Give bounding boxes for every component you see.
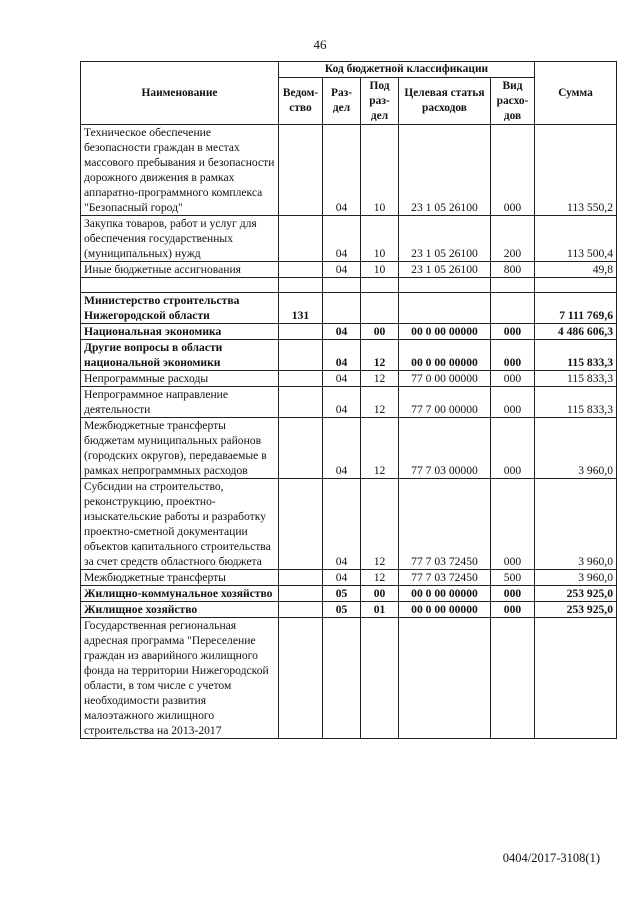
row-pr: 12	[361, 479, 399, 570]
row-ved	[279, 479, 323, 570]
row-rz: 04	[323, 216, 361, 262]
row-rz: 05	[323, 602, 361, 618]
header-podrazdel: Под раз-дел	[361, 78, 399, 125]
row-name: Жилищно-коммунальное хозяйство	[81, 586, 279, 602]
row-name: Жилищное хозяйство	[81, 602, 279, 618]
row-name: Закупка товаров, работ и услуг для обеспечения государственных (муниципальных) нужд	[81, 216, 279, 262]
row-cs: 23 1 05 26100	[399, 216, 491, 262]
header-vedomstvo: Ведом-ство	[279, 78, 323, 125]
row-vr	[491, 293, 535, 324]
row-ved	[279, 371, 323, 387]
budget-table	[80, 61, 617, 739]
table-row	[81, 602, 617, 618]
row-name: Иные бюджетные ассигнования	[81, 262, 279, 278]
row-ved	[279, 125, 323, 216]
row-rz: 05	[323, 586, 361, 602]
table-row	[81, 262, 617, 278]
row-pr: 00	[361, 586, 399, 602]
row-cs: 00 0 00 00000	[399, 586, 491, 602]
row-vr: 800	[491, 262, 535, 278]
row-name: Другие вопросы в области национальной экономики	[81, 340, 279, 371]
header-code-group: Код бюджетной классификации	[279, 62, 535, 78]
row-cs: 00 0 00 00000	[399, 602, 491, 618]
row-ved	[279, 586, 323, 602]
row-name: Межбюджетные трансферты бюджетам муниципальных районов (городских округов), передаваемые в рамках непрограммных расходов	[81, 418, 279, 479]
row-rz: 04	[323, 262, 361, 278]
row-vr: 500	[491, 570, 535, 586]
page-number: 46	[313, 37, 327, 52]
row-ved	[279, 418, 323, 479]
row-vr: 000	[491, 125, 535, 216]
row-cs: 00 0 00 00000	[399, 324, 491, 340]
row-cs: 77 7 00 00000	[399, 387, 491, 418]
row-sum: 113 500,4	[535, 216, 617, 262]
row-sum: 115 833,3	[535, 387, 617, 418]
table-row	[81, 216, 617, 262]
row-rz: 04	[323, 125, 361, 216]
row-sum: 3 960,0	[535, 418, 617, 479]
row-pr	[361, 293, 399, 324]
row-pr: 10	[361, 262, 399, 278]
row-ved	[279, 216, 323, 262]
row-name: Непрограммное направление деятельности	[81, 387, 279, 418]
row-cs: 77 7 03 72450	[399, 479, 491, 570]
row-sum: 4 486 606,3	[535, 324, 617, 340]
row-name: Государственная региональная адресная программа "Переселение граждан из аварийного жилищного фонда на территории Нижегородской области, в том числе с учетом необходимости развития малоэтажного жилищного строительства на 2013-2017	[81, 618, 279, 739]
row-vr: 000	[491, 371, 535, 387]
row-vr: 000	[491, 387, 535, 418]
header-target: Целевая статья расходов	[399, 78, 491, 125]
row-sum: 7 111 769,6	[535, 293, 617, 324]
table-row	[81, 387, 617, 418]
table-row	[81, 324, 617, 340]
row-sum: 49,8	[535, 262, 617, 278]
table-row	[81, 418, 617, 479]
row-pr: 00	[361, 324, 399, 340]
row-pr: 01	[361, 602, 399, 618]
header-sum: Сумма	[535, 62, 617, 125]
table-row	[81, 479, 617, 570]
row-vr: 000	[491, 586, 535, 602]
row-pr	[361, 618, 399, 739]
row-ved	[279, 602, 323, 618]
row-cs: 77 0 00 00000	[399, 371, 491, 387]
table-row	[81, 340, 617, 371]
row-ved	[279, 324, 323, 340]
row-pr: 10	[361, 216, 399, 262]
row-rz	[323, 293, 361, 324]
row-sum: 3 960,0	[535, 570, 617, 586]
row-rz: 04	[323, 324, 361, 340]
row-vr: 000	[491, 602, 535, 618]
row-pr: 12	[361, 387, 399, 418]
table-row	[81, 293, 617, 324]
row-sum: 253 925,0	[535, 586, 617, 602]
row-ved	[279, 570, 323, 586]
row-name: Министерство строительства Нижегородской области	[81, 293, 279, 324]
row-sum: 113 550,2	[535, 125, 617, 216]
row-cs	[399, 618, 491, 739]
row-cs: 77 7 03 00000	[399, 418, 491, 479]
row-cs: 23 1 05 26100	[399, 125, 491, 216]
document-code: 0404/2017-3108(1)	[502, 851, 600, 865]
row-name: Субсидии на строительство, реконструкцию, проектно-изыскательские работы и разработку проектно-сметной документации объектов капитального строительства за счет средств областного бюджета	[81, 479, 279, 570]
row-pr: 10	[361, 125, 399, 216]
row-rz: 04	[323, 387, 361, 418]
row-ved	[279, 262, 323, 278]
table-row	[81, 618, 617, 739]
row-vr: 000	[491, 479, 535, 570]
row-pr: 12	[361, 371, 399, 387]
table-row	[81, 371, 617, 387]
row-vr	[491, 618, 535, 739]
row-pr: 12	[361, 340, 399, 371]
header-name: Наименование	[81, 62, 279, 125]
spacer-row	[81, 278, 617, 293]
row-vr: 200	[491, 216, 535, 262]
row-sum	[535, 618, 617, 739]
row-pr: 12	[361, 570, 399, 586]
row-vr: 000	[491, 324, 535, 340]
row-pr: 12	[361, 418, 399, 479]
row-name: Техническое обеспечение безопасности граждан в местах массового пребывания и безопасности дорожного движения в рамках аппаратно-программного комплекса "Безопасный город"	[81, 125, 279, 216]
row-rz: 04	[323, 340, 361, 371]
row-rz: 04	[323, 479, 361, 570]
row-rz: 04	[323, 371, 361, 387]
row-sum: 115 833,3	[535, 340, 617, 371]
row-sum: 3 960,0	[535, 479, 617, 570]
header-vid: Вид расхо-дов	[491, 78, 535, 125]
row-rz	[323, 618, 361, 739]
table-row	[81, 586, 617, 602]
row-ved	[279, 340, 323, 371]
row-vr: 000	[491, 418, 535, 479]
row-ved	[279, 618, 323, 739]
row-name: Непрограммные расходы	[81, 371, 279, 387]
row-sum: 115 833,3	[535, 371, 617, 387]
table-row	[81, 125, 617, 216]
table-row	[81, 570, 617, 586]
row-sum: 253 925,0	[535, 602, 617, 618]
row-ved: 131	[279, 293, 323, 324]
row-cs: 77 7 03 72450	[399, 570, 491, 586]
header-razdel: Раз-дел	[323, 78, 361, 125]
row-cs	[399, 293, 491, 324]
row-ved	[279, 387, 323, 418]
row-vr: 000	[491, 340, 535, 371]
row-name: Национальная экономика	[81, 324, 279, 340]
row-rz: 04	[323, 570, 361, 586]
row-cs: 00 0 00 00000	[399, 340, 491, 371]
row-rz: 04	[323, 418, 361, 479]
row-name: Межбюджетные трансферты	[81, 570, 279, 586]
row-cs: 23 1 05 26100	[399, 262, 491, 278]
